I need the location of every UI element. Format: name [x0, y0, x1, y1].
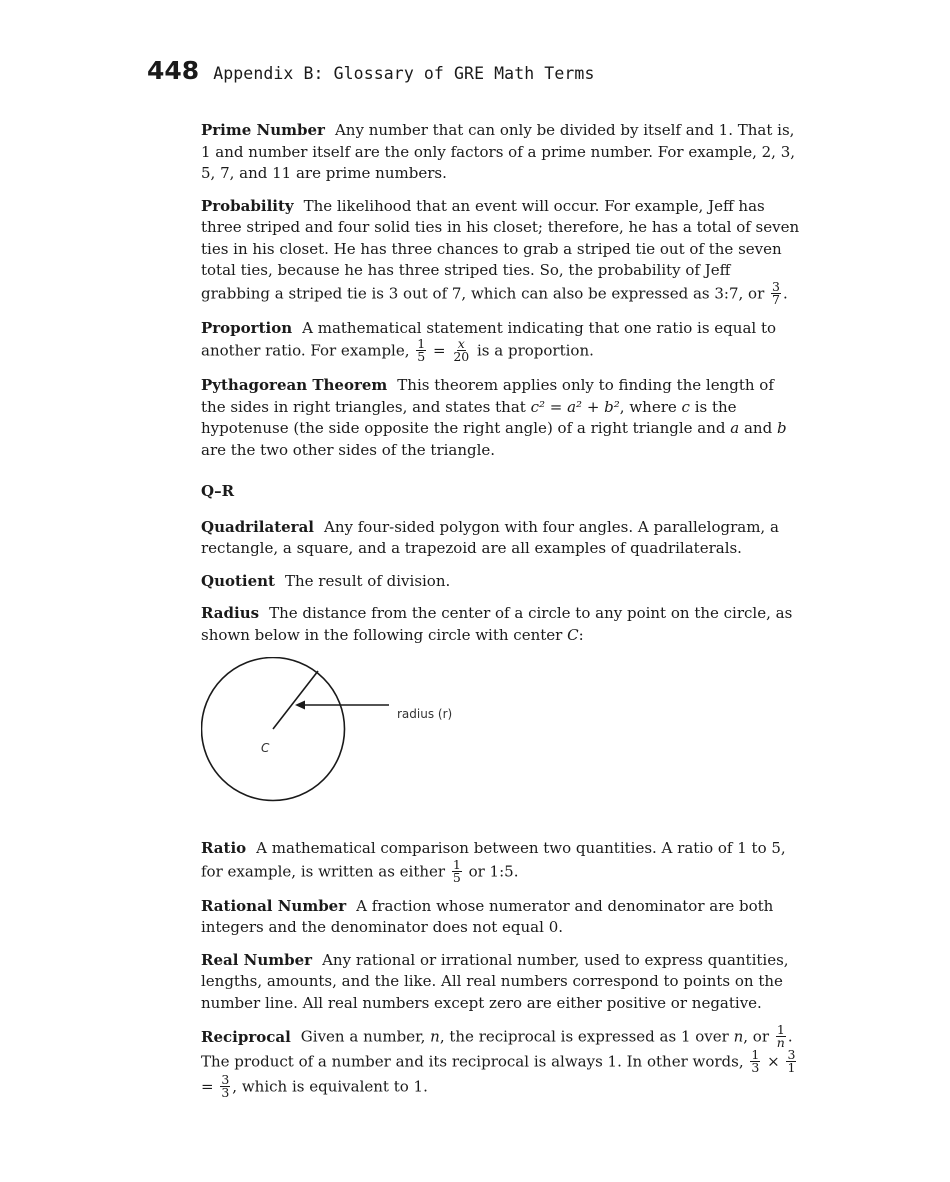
- numerator: x: [457, 336, 465, 351]
- arrow-head: [295, 701, 305, 710]
- term: Radius: [201, 604, 260, 622]
- fraction: [786, 1049, 796, 1074]
- definition-part: , or: [743, 1027, 774, 1046]
- variable: C: [567, 625, 579, 644]
- equals: =: [201, 1077, 219, 1096]
- times-sign: ×: [762, 1052, 785, 1071]
- definition-end: , which is equivalent to 1.: [232, 1077, 428, 1096]
- section-heading: Q–R: [201, 482, 235, 500]
- denominator: 3: [751, 1060, 760, 1075]
- definition-part: is the hypotenuse (the side opposite the right angle) of a right triangle and: [201, 397, 737, 437]
- definition: A fraction whose numerator and denominator are both integers and the denominator does not equal 0.: [201, 896, 774, 936]
- page-number: 448: [147, 56, 200, 85]
- entry-quadrilateral: [201, 517, 801, 560]
- punctuation: :: [578, 625, 584, 644]
- definition: The likelihood that an event will occur. For example, Jeff has three striped and four solid ties in his closet; therefore, he has a total of seven ties in his closet. He has three chances to grab a striped tie out of the seven total ties, because he has three striped ties. So, the probability of Jeff grabbing a striped tie is 3 out of 7, which can also be expressed as 3:7, or: [201, 196, 800, 302]
- denominator: n: [776, 1035, 785, 1050]
- definition-part: and: [739, 419, 777, 437]
- term: Reciprocal: [201, 1027, 291, 1046]
- fraction: [452, 338, 470, 363]
- definition: This theorem applies only to finding the length of the sides in right triangles, and states that: [201, 376, 774, 416]
- definition-part: are the two other sides of the triangle.: [201, 440, 496, 459]
- circle-figure: [201, 657, 801, 822]
- entry-quotient: [201, 571, 801, 593]
- entry-rational-number: [201, 896, 801, 939]
- running-title: Appendix B: Glossary of GRE Math Terms: [213, 64, 595, 83]
- variable: n: [430, 1027, 440, 1046]
- definition: Any rational or irrational number, used to express quantities, lengths, amounts, and the like. All real numbers correspond to points on the number line. All real numbers except zero are either positive or negative.: [201, 950, 789, 1012]
- definition: Any number that can only be divided by itself and 1. That is, 1 and number itself are the only factors of a prime number. For example, 2, 3, 5, 7, and 11 are prime numbers.: [201, 121, 796, 182]
- radius-line: [273, 671, 318, 729]
- term: Quadrilateral: [201, 517, 314, 536]
- entry-prime-number: [201, 120, 801, 185]
- numerator: 1: [452, 856, 461, 872]
- entry-probability: [201, 196, 801, 307]
- fraction: [220, 1074, 230, 1099]
- variable: b: [776, 419, 787, 437]
- numerator: 3: [221, 1072, 230, 1087]
- equals: =: [428, 341, 451, 360]
- center-label: C: [261, 741, 270, 755]
- entry-ratio: [201, 838, 801, 885]
- term: Prime Number: [201, 121, 325, 139]
- numerator: 1: [776, 1022, 785, 1037]
- denominator: 3: [221, 1085, 230, 1100]
- entry-pythagorean-theorem: [201, 375, 801, 461]
- term: Real Number: [201, 950, 313, 969]
- definition-part: , where: [619, 397, 682, 416]
- definition-part: . The product of a number and its reciprocal is always 1. In other words,: [201, 1027, 793, 1071]
- term: Pythagorean Theorem: [201, 376, 388, 394]
- numerator: 1: [751, 1047, 760, 1062]
- definition: The result of division.: [284, 571, 451, 590]
- term: Proportion: [201, 318, 293, 337]
- term: Quotient: [201, 571, 275, 590]
- numerator: 3: [772, 278, 780, 294]
- denominator: 20: [453, 349, 470, 364]
- fraction: [776, 1024, 786, 1049]
- denominator: 1: [787, 1060, 796, 1075]
- variable: c: [681, 397, 690, 416]
- numerator: 1: [417, 336, 426, 351]
- definition: Given a number,: [300, 1027, 431, 1046]
- definition: A mathematical comparison between two quantities. A ratio of 1 to 5, for example, is written as either: [201, 839, 786, 880]
- entry-real-number: [201, 950, 801, 1015]
- denominator: 5: [417, 349, 426, 364]
- definition: The distance from the center of a circle to any point on the circle, as shown below in the following circle with center: [201, 604, 793, 644]
- page-header: [147, 56, 594, 85]
- entry-reciprocal: [201, 1022, 801, 1100]
- circle-diagram: [201, 657, 801, 822]
- definition-end: is a proportion.: [472, 341, 594, 360]
- term: Rational Number: [201, 896, 347, 915]
- entry-radius: [201, 603, 801, 646]
- definition: Any four-sided polygon with four angles. A parallelogram, a rectangle, a square, and a trapezoid are all examples of quadrilaterals.: [201, 517, 779, 557]
- fraction: [416, 338, 426, 363]
- formula: c² = a² + b²: [530, 397, 620, 416]
- variable: a: [730, 419, 740, 437]
- denominator: 5: [452, 869, 461, 885]
- entry-proportion: [201, 318, 801, 365]
- variable: n: [733, 1027, 744, 1046]
- definition-end: or 1:5.: [463, 862, 519, 880]
- definition-part: , the reciprocal is expressed as 1 over: [439, 1027, 734, 1046]
- denominator: 7: [772, 291, 780, 307]
- radius-label: radius (r): [397, 707, 453, 721]
- term: Ratio: [201, 839, 247, 857]
- fraction: [771, 278, 781, 307]
- term: Probability: [201, 196, 294, 215]
- fraction: [452, 856, 462, 885]
- numerator: 3: [787, 1047, 796, 1062]
- glossary-content: [201, 120, 801, 1111]
- definition: A mathematical statement indicating that one ratio is equal to another ratio. For example,: [201, 318, 777, 360]
- punctuation: .: [782, 284, 788, 302]
- fraction: [750, 1049, 760, 1074]
